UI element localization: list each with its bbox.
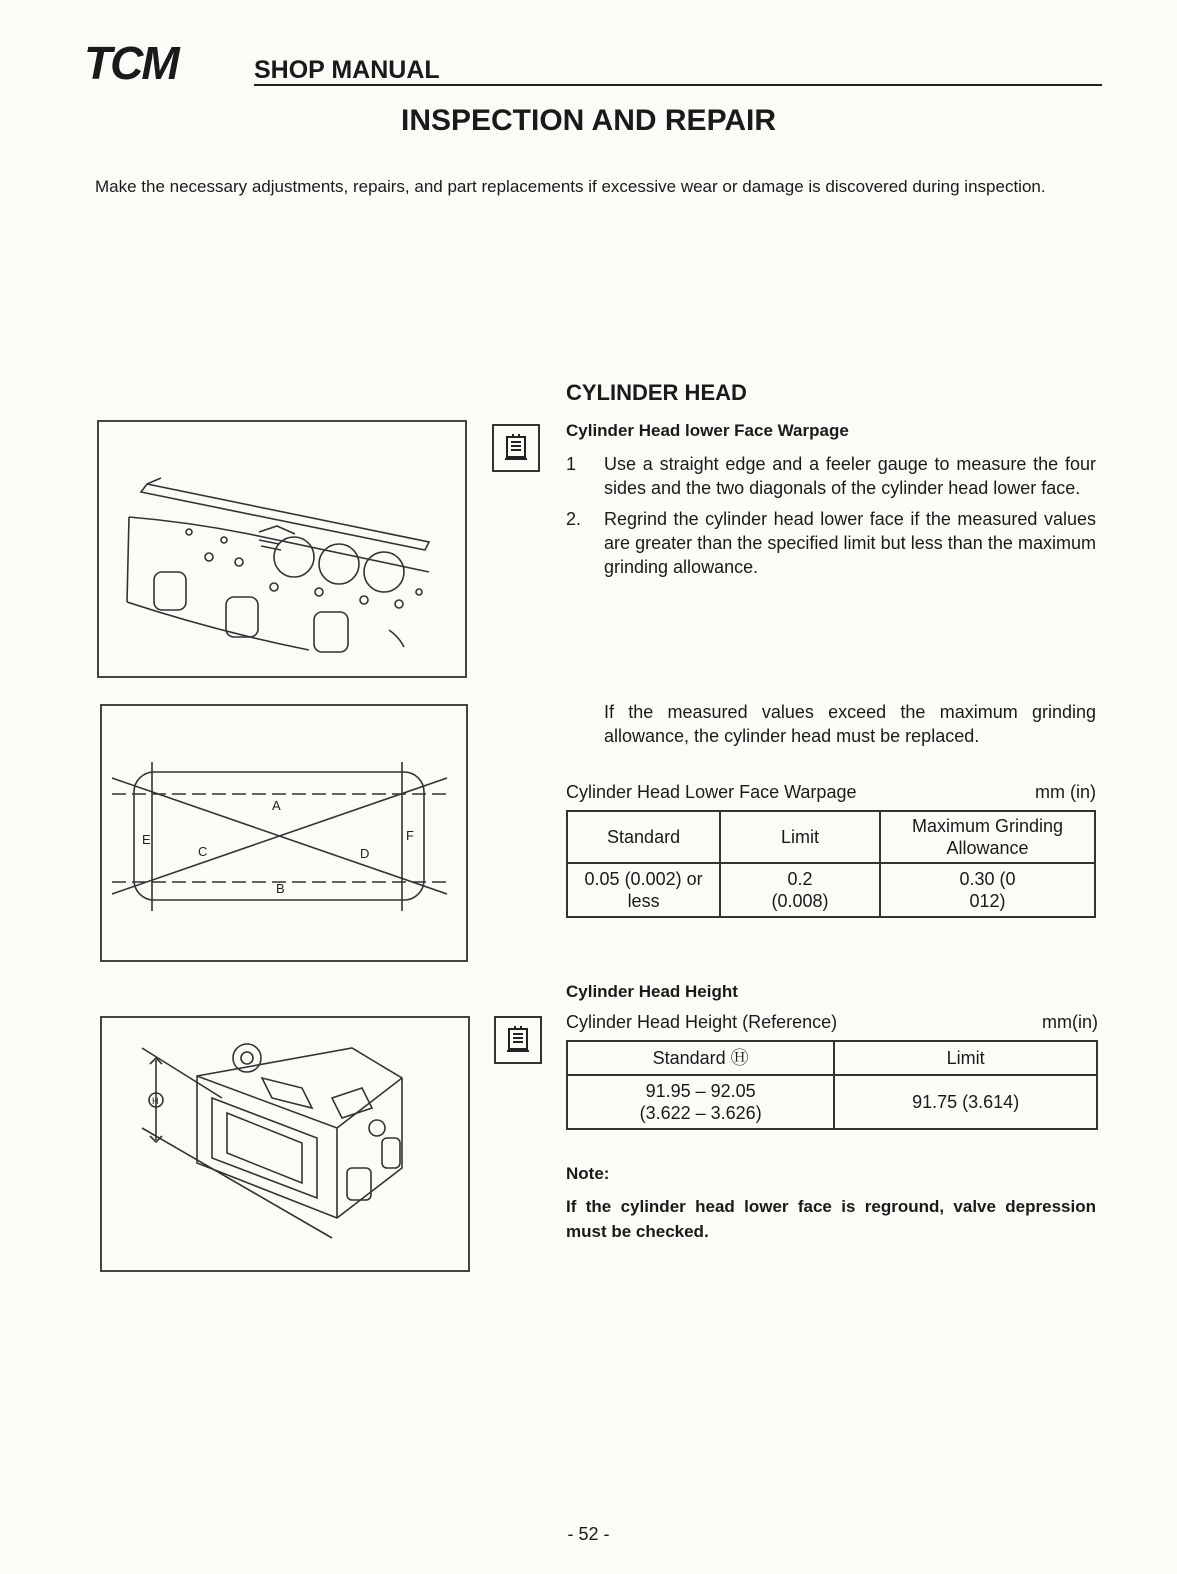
- figure-head-height: [100, 1016, 470, 1272]
- header-rule: [254, 84, 1102, 86]
- page-number: - 52 -: [567, 1524, 610, 1544]
- warpage-table-caption: [566, 780, 1096, 804]
- label-e: E: [142, 832, 151, 847]
- table-row: [567, 1075, 1097, 1129]
- label-b: B: [276, 881, 285, 896]
- header-limit: Limit: [834, 1041, 1097, 1075]
- height-unit: mm(in): [1042, 1012, 1098, 1032]
- height-h-label: H: [152, 1096, 159, 1106]
- measurement-diagram: [102, 706, 466, 960]
- height-table-block: [566, 1010, 1098, 1130]
- height-caption-text: Cylinder Head Height (Reference): [566, 1012, 838, 1032]
- warpage-unit: mm (in): [1035, 782, 1096, 802]
- warpage-subtitle: Cylinder Head lower Face Warpage: [566, 421, 849, 440]
- intro-paragraph: Make the necessary adjustments, repairs, and part replacements if excessive wear or damage is discovered during inspection.: [95, 177, 1046, 196]
- page-title: INSPECTION AND REPAIR: [400, 104, 777, 137]
- warpage-steps: [566, 452, 1096, 586]
- note-text: If the cylinder head lower face is reground, valve depression must be checked.: [566, 1197, 1096, 1241]
- list-item: [566, 507, 1096, 579]
- figure-straight-edge: [97, 420, 467, 678]
- cell-limit: 91.75 (3.614): [834, 1075, 1097, 1129]
- figure-measurement-lines: [100, 704, 468, 962]
- header-limit: Limit: [720, 811, 880, 863]
- cell-standard: 91.95 – 92.05 (3.622 – 3.626): [567, 1075, 834, 1129]
- replace-note: If the measured values exceed the maximum grinding allowance, the cylinder head must be replaced.: [604, 702, 1096, 746]
- special-tool-icon: [494, 1016, 542, 1064]
- straight-edge-illustration: [99, 422, 465, 676]
- header-standard: Standard Ⓗ: [567, 1041, 834, 1075]
- cell-max-grinding: 0.30 (0 012): [880, 863, 1095, 917]
- label-a: A: [272, 798, 281, 813]
- warpage-table: [566, 810, 1096, 918]
- label-d: D: [360, 846, 370, 861]
- section-title: CYLINDER HEAD: [566, 380, 747, 405]
- header-standard: Standard: [567, 811, 720, 863]
- doc-type-label: SHOP MANUAL: [254, 56, 440, 84]
- tcm-logo: TCM: [84, 37, 178, 89]
- gauge-tool-icon: [501, 433, 531, 463]
- cell-limit: 0.2 (0.008): [720, 863, 880, 917]
- height-table: [566, 1040, 1098, 1130]
- label-c: C: [198, 844, 208, 859]
- special-tool-icon: [492, 424, 540, 472]
- step-number: 2.: [566, 509, 582, 529]
- table-header-row: [567, 1041, 1097, 1075]
- head-height-illustration: [102, 1018, 468, 1270]
- label-f: F: [406, 828, 414, 843]
- header-max-grinding: Maximum Grinding Allowance: [880, 811, 1095, 863]
- gauge-tool-icon: [503, 1025, 533, 1055]
- warpage-table-block: [566, 780, 1096, 918]
- cell-standard: 0.05 (0.002) or less: [567, 863, 720, 917]
- step-number: 1: [566, 454, 577, 474]
- note-label: Note:: [566, 1164, 610, 1183]
- warpage-caption-text: Cylinder Head Lower Face Warpage: [566, 782, 857, 802]
- list-item: [566, 452, 1096, 500]
- step-text: Regrind the cylinder head lower face if the measured values are greater than the specified limit but less than the maximum grinding allowance.: [604, 509, 1096, 577]
- table-row: [567, 863, 1095, 917]
- step-text: Use a straight edge and a feeler gauge to measure the four sides and the two diagonals of the cylinder head lower face.: [604, 454, 1096, 498]
- table-header-row: [567, 811, 1095, 863]
- height-table-caption: [566, 1010, 1098, 1034]
- height-subtitle: Cylinder Head Height: [566, 982, 738, 1001]
